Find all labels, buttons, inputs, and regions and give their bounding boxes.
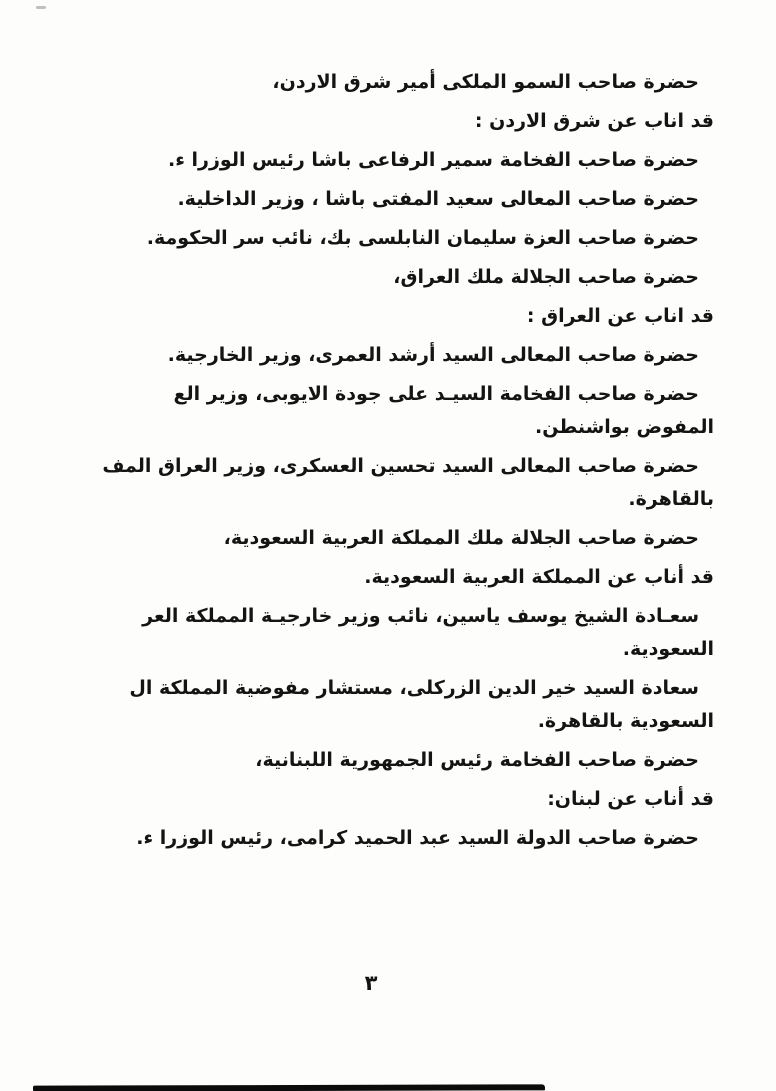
scan-artifact-top: [36, 6, 46, 9]
document-line: حضرة صاحب الفخامة رئيس الجمهورية اللبنانية،: [255, 749, 699, 771]
document-line: حضرة صاحب الجلالة ملك العراق،: [393, 266, 699, 288]
document-line: بالقاهرة.: [628, 488, 714, 510]
document-line: حضرة صاحب السمو الملكى أمير شرق الاردن،: [272, 71, 699, 93]
document-line: المفوض بواشنطن.: [535, 416, 714, 438]
document-line: حضرة صاحب المعالى السيد تحسين العسكرى، وزير العراق المف: [102, 455, 699, 477]
document-line: قد اناب عن شرق الاردن :: [474, 110, 714, 132]
page-number: ٣: [364, 971, 378, 995]
scan-artifact-bottom: [33, 1084, 545, 1091]
document-line: السعودية.: [622, 638, 714, 660]
document-line: سعادة السيد خير الدين الزركلى، مستشار مفوضية المملكة ال: [129, 677, 699, 699]
document-line: قد أناب عن المملكة العربية السعودية.: [364, 566, 714, 588]
document-line: قد أناب عن لبنان:: [547, 788, 714, 810]
document-line: قد اناب عن العراق :: [526, 305, 714, 327]
document-text: [40, 70, 714, 865]
document-line: حضرة صاحب الدولة السيد عبد الحميد كرامى، رئيس الوزرا ء.: [136, 827, 699, 849]
document-line: السعودية بالقاهرة.: [537, 710, 714, 732]
document-line: حضرة صاحب المعالى السيد أرشد العمرى، وزير الخارجية.: [167, 344, 699, 366]
document-line: حضرة صاحب الفخامة السيـد على جودة الايوبى، وزير الع: [173, 383, 699, 405]
document-line: حضرة صاحب الجلالة ملك المملكة العربية السعودية،: [223, 527, 699, 549]
document-line: حضرة صاحب العزة سليمان النابلسى بك، نائب سر الحكومة.: [146, 227, 699, 249]
document-line: سعـادة الشيخ يوسف ياسين، نائب وزير خارجيـة المملكة العر: [142, 605, 699, 627]
document-line: حضرة صاحب المعالى سعيد المفتى باشا ، وزير الداخلية.: [177, 188, 699, 210]
document-line: حضرة صاحب الفخامة سمير الرفاعى باشا رئيس الوزرا ء.: [168, 149, 699, 171]
